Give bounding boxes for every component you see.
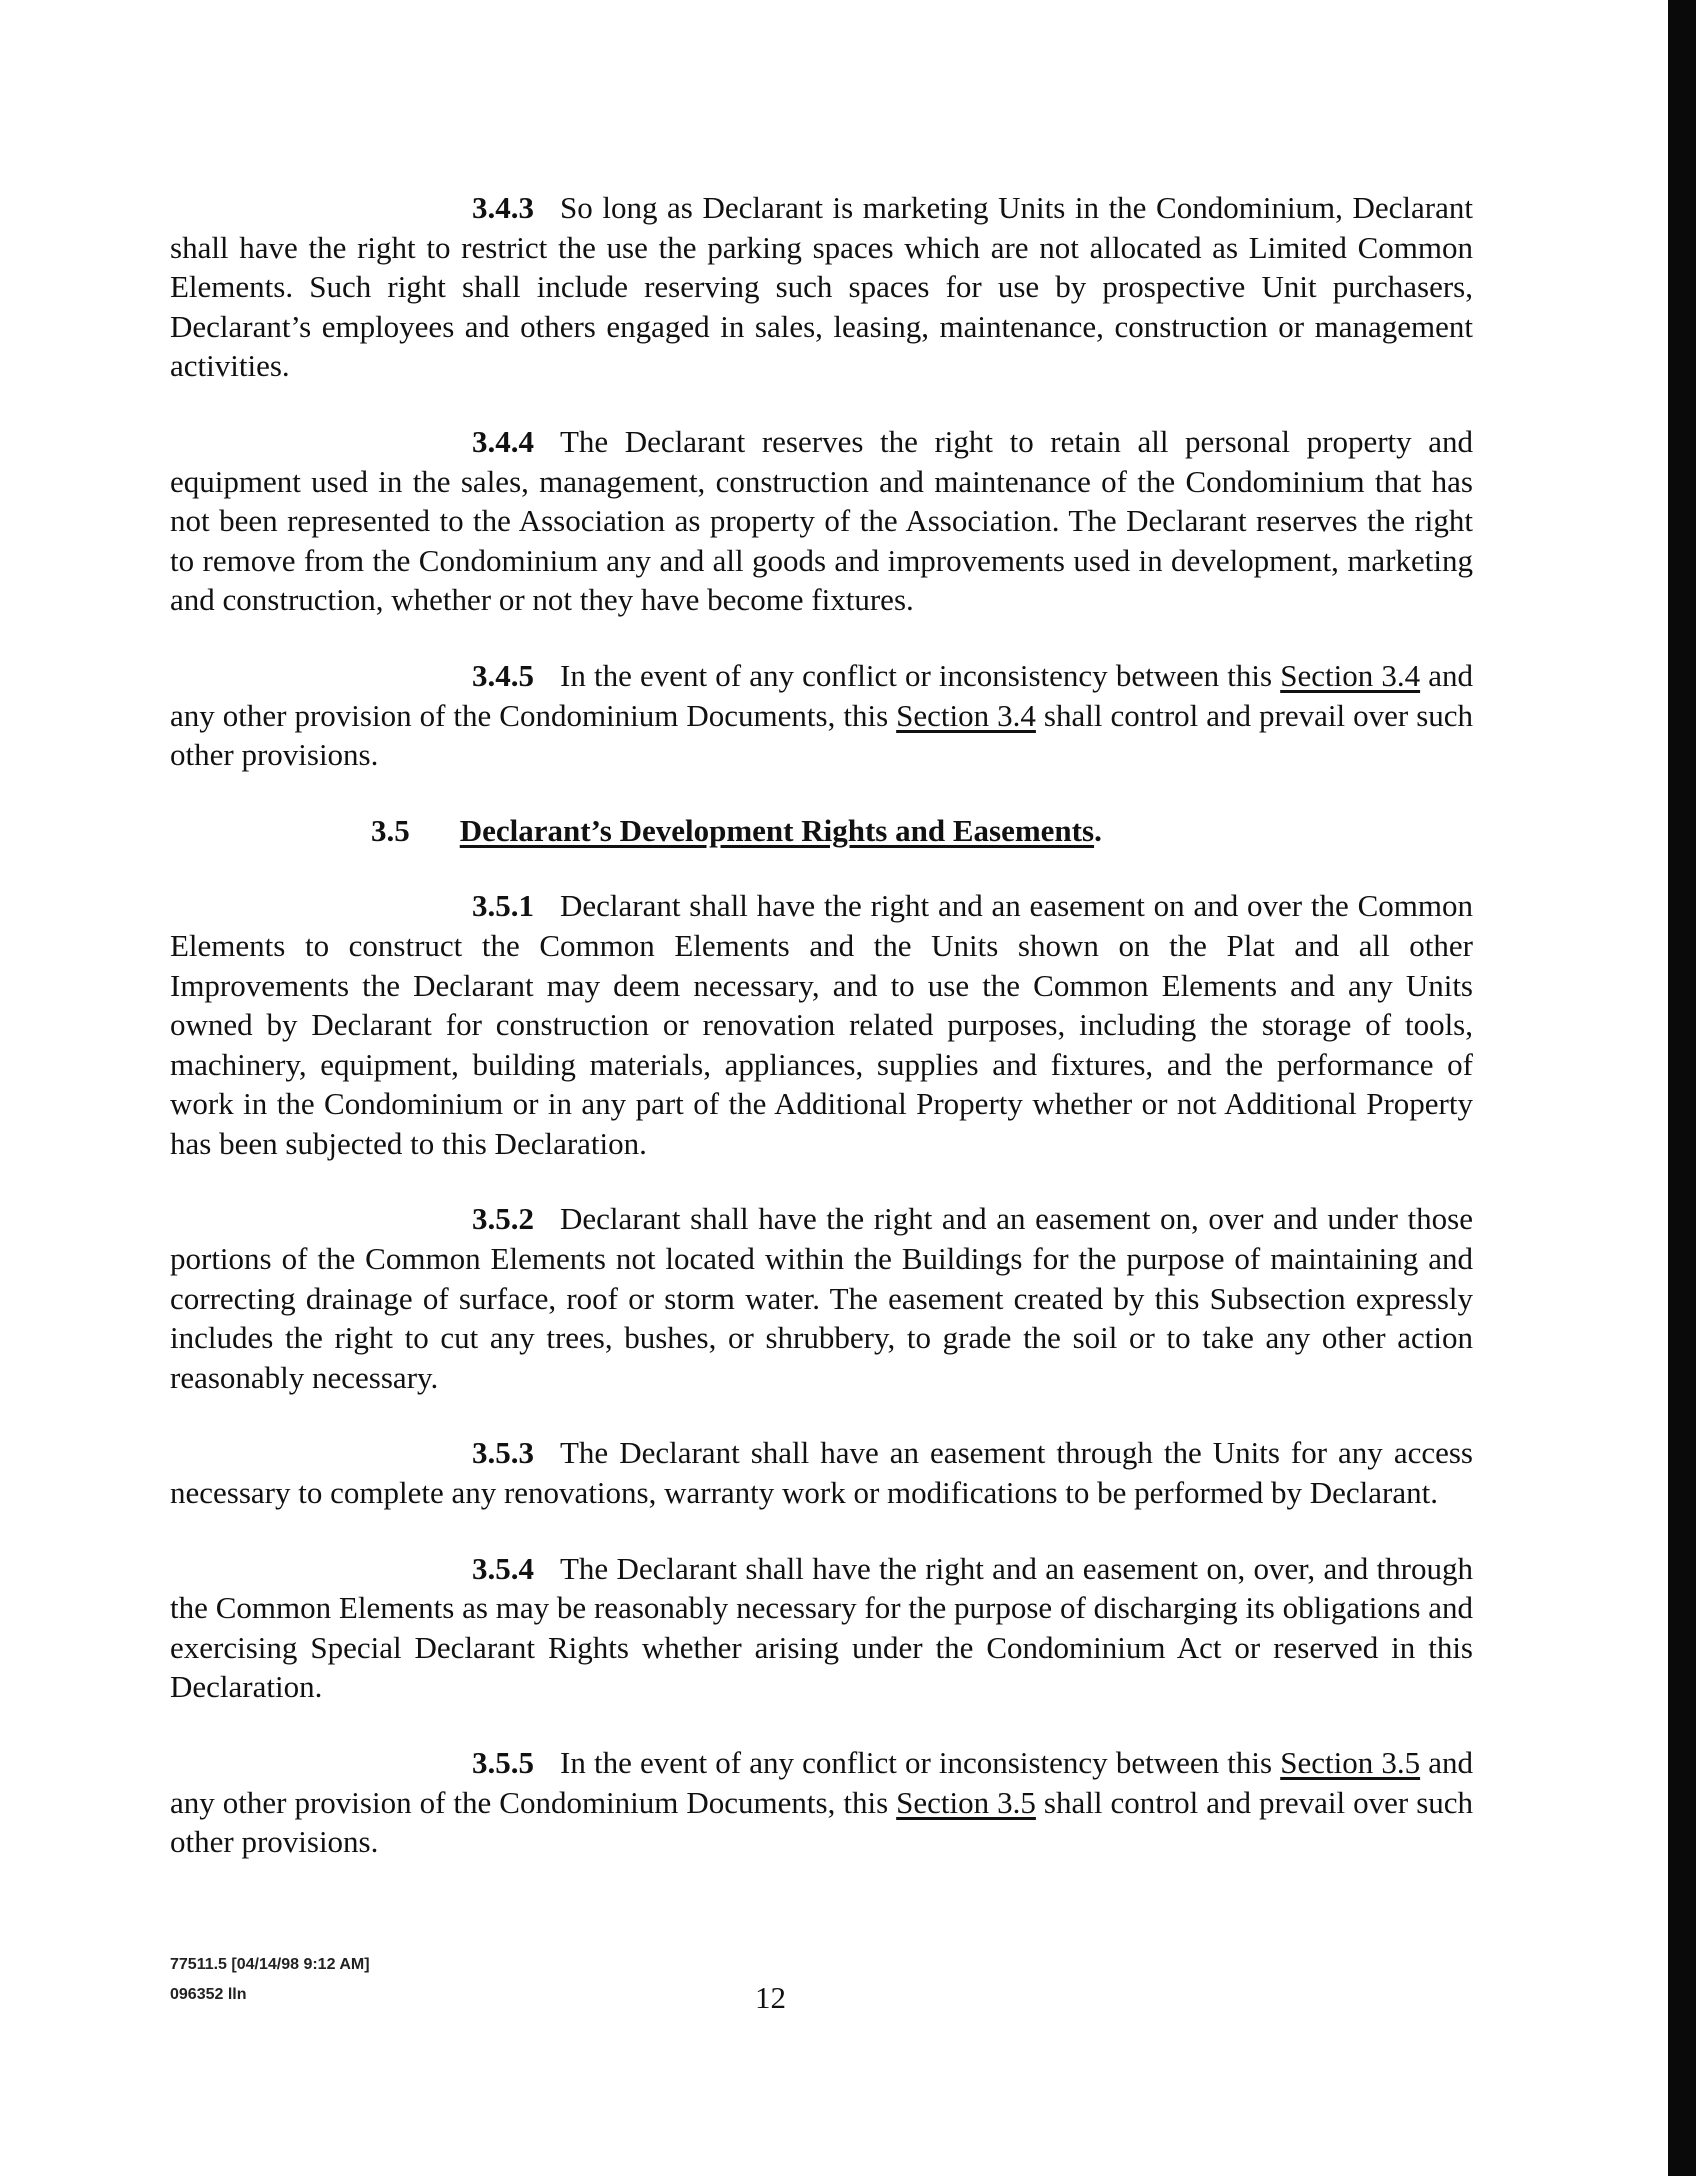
paragraph-number: 3.5.1 bbox=[472, 888, 534, 924]
paragraph-number: 3.4.4 bbox=[472, 423, 534, 459]
section-reference: Section 3.4 bbox=[1280, 657, 1421, 693]
paragraph-text: Declarant shall have the right and an easement on, over and under those portions of the Common Elements not located within the Buildings for the purpose of maintaining and correcting drainage of surface, roof or storm water. The easement created by this Subsection expressly includes the right to cut any trees, bushes, or shrubbery, to grade the soil or to take any other action reasonably necessary. bbox=[170, 1201, 1473, 1395]
footer-doc-id: 77511.5 [04/14/98 9:12 AM] bbox=[170, 1956, 370, 1973]
paragraph-text: and any other provision of the Condominium Documents, this bbox=[170, 657, 1474, 733]
paragraph-text: Declarant shall have the right and an easement on and over the Common Elements to construct the Common Elements and the Units shown on the Plat and all other Improvements the Declarant may deem necessary, and to use the Common Elements and any Units owned by Declarant for construction or renovation related purposes, including the storage of tools, machinery, equipment, building materials, appliances, supplies and fixtures, and the performance of work in the Condominium or in any part of the Additional Property whether or not Additional Property has been subjected to this Declaration. bbox=[170, 888, 1473, 1161]
paragraph-number: 3.5.5 bbox=[472, 1745, 534, 1780]
heading-title: Declarant’s Development Rights and Easements bbox=[459, 812, 1095, 848]
paragraph-text: In the event of any conflict or inconsistency between this bbox=[560, 1745, 1273, 1780]
paragraph-text: The Declarant reserves the right to retain all personal property and equipment used in the sales, management, construction and maintenance of the Condominium that has not been represented to the Association as property of the Association. The Declarant reserves the right to remove from the Condominium any and all goods and improvements used in development, marketing and construction, whether or not they have become fixtures. bbox=[170, 423, 1473, 618]
section-reference: Section 3.4 bbox=[896, 697, 1036, 733]
paragraph-text: In the event of any conflict or inconsistency between this bbox=[560, 657, 1273, 693]
paragraph-text: The Declarant shall have the right and an easement on, over, and through the Common Elements as may be reasonably necessary for the purpose of discharging its obligations and exercising Special Declarant Rights whether arising under the Condominium Act or reserved in this Declaration. bbox=[170, 1550, 1473, 1705]
paragraph-3-4-3 bbox=[170, 188, 1473, 386]
paragraph-text: shall control and prevail over such other provisions. bbox=[170, 1784, 1474, 1860]
section-heading-3-5 bbox=[170, 811, 1473, 851]
section-reference: Section 3.5 bbox=[896, 1784, 1036, 1820]
paragraph-text: So long as Declarant is marketing Units in the Condominium, Declarant shall have the right to restrict the use the parking spaces which are not allocated as Limited Common Elements. Such right shall include reserving such spaces for use by prospective Unit purchasers, Declarant’s employees and others engaged in sales, leasing, maintenance, construction or management activities. bbox=[170, 190, 1473, 384]
paragraph-text: shall control and prevail over such other provisions. bbox=[170, 697, 1474, 773]
paragraph-3-4-4 bbox=[170, 422, 1473, 620]
paragraph-number: 3.5.3 bbox=[472, 1435, 534, 1471]
paragraph-text: and any other provision of the Condominium Documents, this bbox=[170, 1745, 1474, 1820]
paragraph-text: The Declarant shall have an easement through the Units for any access necessary to complete any renovations, warranty work or modifications to be performed by Declarant. bbox=[170, 1435, 1473, 1511]
page-number: 12 bbox=[755, 1980, 786, 2015]
footer-doc-info bbox=[170, 1950, 370, 2010]
paragraph-number: 3.4.3 bbox=[472, 190, 534, 225]
paragraph-number: 3.5.4 bbox=[472, 1550, 534, 1586]
paragraph-3-5-4 bbox=[170, 1549, 1473, 1707]
document-page bbox=[170, 188, 1473, 1862]
heading-number: 3.5 bbox=[371, 812, 410, 848]
footer-file-code: 096352 lln bbox=[170, 1986, 247, 2003]
section-reference: Section 3.5 bbox=[1280, 1745, 1421, 1780]
paragraph-3-5-3 bbox=[170, 1433, 1473, 1512]
paragraph-3-5-2 bbox=[170, 1199, 1473, 1397]
scan-edge-bar bbox=[1668, 0, 1696, 2176]
heading-period: . bbox=[1094, 812, 1102, 848]
paragraph-3-5-5 bbox=[170, 1743, 1473, 1862]
paragraph-number: 3.4.5 bbox=[472, 657, 534, 693]
paragraph-number: 3.5.2 bbox=[472, 1201, 534, 1237]
paragraph-3-5-1 bbox=[170, 886, 1473, 1163]
paragraph-3-4-5 bbox=[170, 656, 1473, 775]
